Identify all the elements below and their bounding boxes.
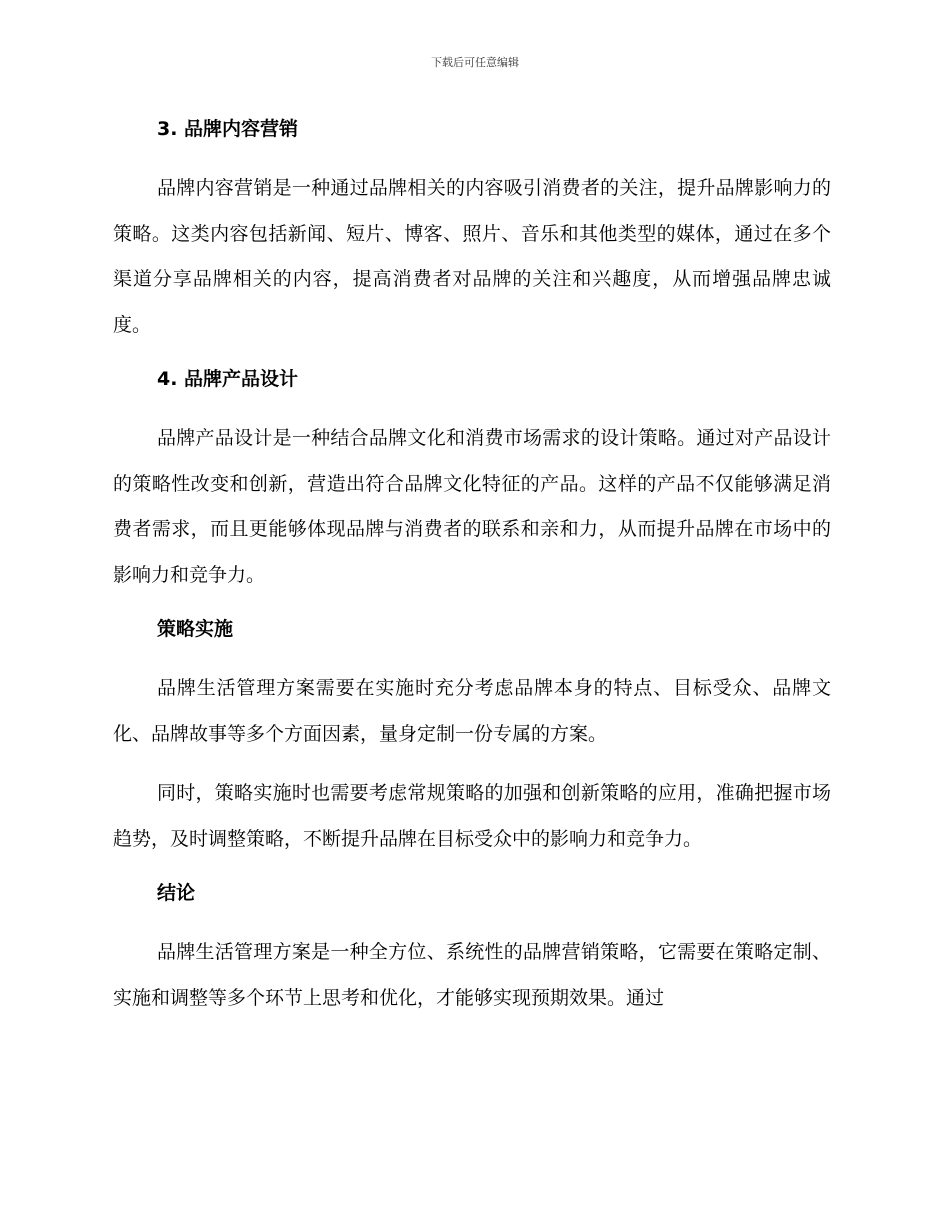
section-heading: 4. 品牌产品设计	[157, 368, 299, 390]
section-heading: 策略实施	[157, 618, 234, 640]
paragraph: 品牌产品设计是一种结合品牌文化和消费市场需求的设计策略。通过对产品设计的策略性改变和创新，营造出符合品牌文化特征的产品。这样的产品不仅能够满足消费者需求，而且更能够体现品牌与消费者的联系和亲和力，从而提升品牌在市场中的影响力和竞争力。	[113, 427, 831, 586]
paragraph: 品牌内容营销是一种通过品牌相关的内容吸引消费者的关注，提升品牌影响力的策略。这类内容包括新闻、短片、博客、照片、音乐和其他类型的媒体，通过在多个渠道分享品牌相关的内容，提高消费者对品牌的关注和兴趣度，从而增强品牌忠诚度。	[113, 177, 831, 336]
paragraph: 品牌生活管理方案是一种全方位、系统性的品牌营销策略，它需要在策略定制、实施和调整等多个环节上思考和优化，才能够实现预期效果。通过	[113, 941, 831, 1009]
paragraph: 品牌生活管理方案需要在实施时充分考虑品牌本身的特点、目标受众、品牌文化、品牌故事等多个方面因素，量身定制一份专属的方案。	[113, 677, 831, 745]
section-heading: 结论	[157, 882, 196, 904]
paragraph: 同时，策略实施时也需要考虑常规策略的加强和创新策略的应用，准确把握市场趋势，及时调整策略，不断提升品牌在目标受众中的影响力和竞争力。	[113, 782, 831, 850]
section-heading: 3. 品牌内容营销	[157, 118, 299, 140]
header-note: 下载后可任意编辑	[431, 56, 519, 69]
document-body	[113, 112, 831, 1021]
